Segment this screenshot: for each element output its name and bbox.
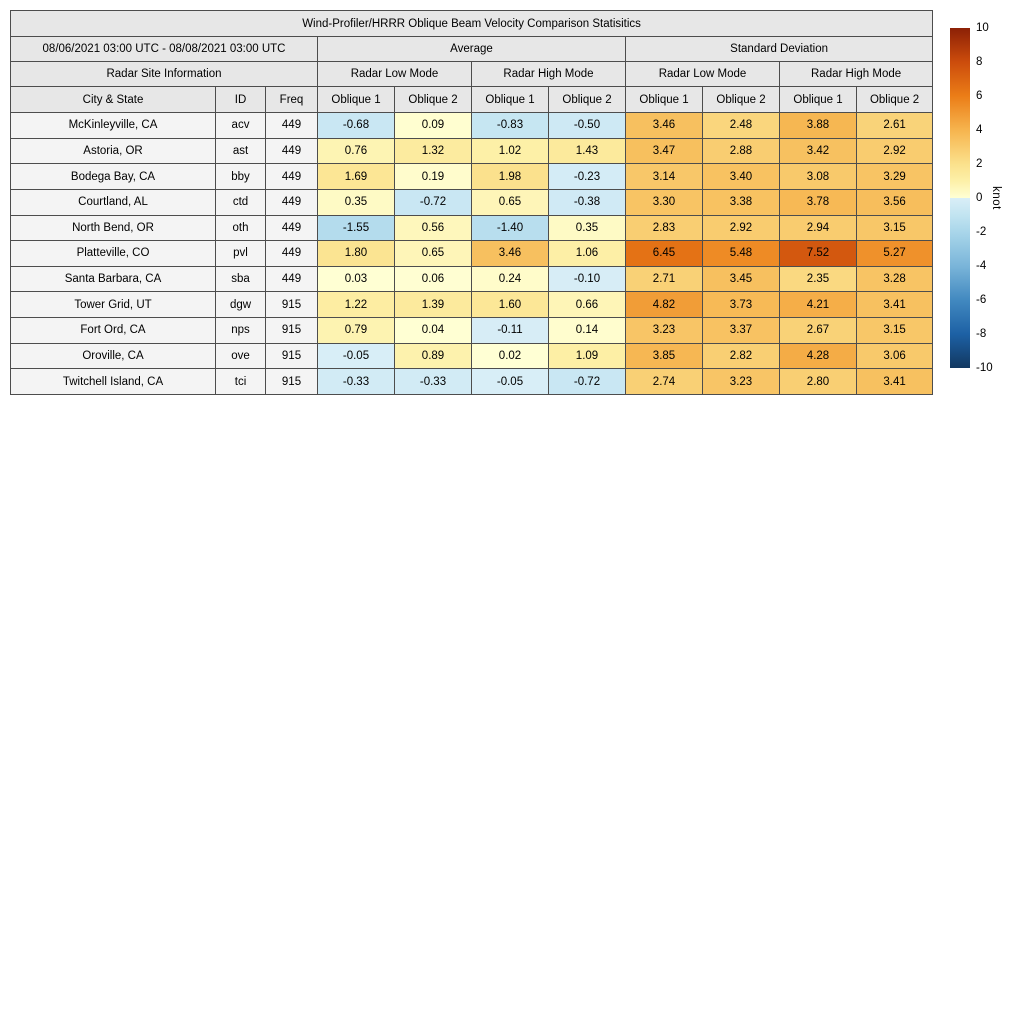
mode-header-avg-high: Radar High Mode — [472, 62, 626, 87]
value-cell: 3.41 — [857, 292, 933, 318]
value-cell: -1.55 — [318, 215, 395, 241]
col-header-oblique2: Oblique 2 — [395, 87, 472, 113]
colorbar-tick-label: -4 — [976, 260, 987, 272]
id-cell: oth — [216, 215, 266, 241]
col-header-id: ID — [216, 87, 266, 113]
value-cell: 0.56 — [395, 215, 472, 241]
value-cell: 3.78 — [780, 189, 857, 215]
group-header-radar-site-information: Radar Site Information — [11, 62, 318, 87]
mode-header-std-high: Radar High Mode — [780, 62, 933, 87]
col-header-city-state: City & State — [11, 87, 216, 113]
value-cell: 0.79 — [318, 318, 395, 344]
city-cell: Platteville, CO — [11, 241, 216, 267]
value-cell: 2.74 — [626, 369, 703, 395]
id-cell: ctd — [216, 189, 266, 215]
value-cell: 4.28 — [780, 343, 857, 369]
freq-cell: 449 — [266, 189, 318, 215]
value-cell: 3.47 — [626, 138, 703, 164]
table-row — [11, 113, 933, 139]
colorbar-tick-label: -8 — [976, 328, 987, 340]
table-row — [11, 138, 933, 164]
value-cell: 0.19 — [395, 164, 472, 190]
colorbar-unit-label: knot — [990, 186, 1002, 210]
colorbar-tick-label: -10 — [976, 362, 993, 374]
value-cell: -0.11 — [472, 318, 549, 344]
value-cell: -0.23 — [549, 164, 626, 190]
city-cell: Astoria, OR — [11, 138, 216, 164]
value-cell: 1.69 — [318, 164, 395, 190]
value-cell: 1.39 — [395, 292, 472, 318]
city-cell: Santa Barbara, CA — [11, 266, 216, 292]
value-cell: 3.46 — [472, 241, 549, 267]
value-cell: 1.80 — [318, 241, 395, 267]
value-cell: 4.21 — [780, 292, 857, 318]
value-cell: 3.73 — [703, 292, 780, 318]
value-cell: 1.06 — [549, 241, 626, 267]
value-cell: 0.03 — [318, 266, 395, 292]
colorbar-tick-label: 0 — [976, 192, 983, 204]
id-cell: tci — [216, 369, 266, 395]
freq-cell: 915 — [266, 343, 318, 369]
value-cell: 3.14 — [626, 164, 703, 190]
value-cell: -1.40 — [472, 215, 549, 241]
col-header-oblique2: Oblique 2 — [549, 87, 626, 113]
value-cell: 5.27 — [857, 241, 933, 267]
value-cell: 0.04 — [395, 318, 472, 344]
value-cell: -0.05 — [318, 343, 395, 369]
value-cell: 1.98 — [472, 164, 549, 190]
id-cell: bby — [216, 164, 266, 190]
table-row — [11, 292, 933, 318]
value-cell: 0.65 — [472, 189, 549, 215]
value-cell: 3.30 — [626, 189, 703, 215]
city-cell: North Bend, OR — [11, 215, 216, 241]
value-cell: -0.72 — [395, 189, 472, 215]
col-header-oblique1: Oblique 1 — [780, 87, 857, 113]
value-cell: 0.66 — [549, 292, 626, 318]
table-row — [11, 189, 933, 215]
col-header-oblique2: Oblique 2 — [857, 87, 933, 113]
mode-header-std-low: Radar Low Mode — [626, 62, 780, 87]
col-header-oblique1: Oblique 1 — [626, 87, 703, 113]
value-cell: 3.42 — [780, 138, 857, 164]
value-cell: 3.15 — [857, 215, 933, 241]
value-cell: 3.06 — [857, 343, 933, 369]
value-cell: 3.41 — [857, 369, 933, 395]
value-cell: 0.89 — [395, 343, 472, 369]
col-header-freq: Freq — [266, 87, 318, 113]
value-cell: 0.65 — [395, 241, 472, 267]
value-cell: -0.33 — [318, 369, 395, 395]
value-cell: -0.10 — [549, 266, 626, 292]
value-cell: 2.80 — [780, 369, 857, 395]
value-cell: 0.35 — [549, 215, 626, 241]
value-cell: 2.61 — [857, 113, 933, 139]
value-cell: 0.24 — [472, 266, 549, 292]
value-cell: 1.02 — [472, 138, 549, 164]
colorbar-tick-label: -2 — [976, 226, 987, 238]
value-cell: 3.88 — [780, 113, 857, 139]
value-cell: 1.09 — [549, 343, 626, 369]
value-cell: 3.38 — [703, 189, 780, 215]
colorbar — [950, 22, 1024, 374]
value-cell: 2.71 — [626, 266, 703, 292]
group-header-standard-deviation: Standard Deviation — [626, 37, 933, 62]
value-cell: 0.09 — [395, 113, 472, 139]
mode-header-avg-low: Radar Low Mode — [318, 62, 472, 87]
value-cell: 2.94 — [780, 215, 857, 241]
freq-cell: 449 — [266, 138, 318, 164]
value-cell: 2.92 — [703, 215, 780, 241]
value-cell: 3.37 — [703, 318, 780, 344]
col-header-oblique1: Oblique 1 — [472, 87, 549, 113]
freq-cell: 915 — [266, 318, 318, 344]
value-cell: 3.56 — [857, 189, 933, 215]
city-cell: Bodega Bay, CA — [11, 164, 216, 190]
id-cell: ove — [216, 343, 266, 369]
table-row — [11, 266, 933, 292]
value-cell: 3.29 — [857, 164, 933, 190]
city-cell: McKinleyville, CA — [11, 113, 216, 139]
value-cell: -0.50 — [549, 113, 626, 139]
value-cell: -0.05 — [472, 369, 549, 395]
id-cell: acv — [216, 113, 266, 139]
city-cell: Twitchell Island, CA — [11, 369, 216, 395]
stats-table — [10, 10, 933, 395]
freq-cell: 915 — [266, 369, 318, 395]
value-cell: -0.68 — [318, 113, 395, 139]
value-cell: 3.45 — [703, 266, 780, 292]
city-cell: Courtland, AL — [11, 189, 216, 215]
city-cell: Fort Ord, CA — [11, 318, 216, 344]
group-header-average: Average — [318, 37, 626, 62]
value-cell: -0.38 — [549, 189, 626, 215]
freq-cell: 915 — [266, 292, 318, 318]
value-cell: 3.85 — [626, 343, 703, 369]
freq-cell: 449 — [266, 266, 318, 292]
value-cell: 3.46 — [626, 113, 703, 139]
city-cell: Tower Grid, UT — [11, 292, 216, 318]
value-cell: 0.06 — [395, 266, 472, 292]
value-cell: 3.40 — [703, 164, 780, 190]
colorbar-tick-label: -6 — [976, 294, 987, 306]
table-row — [11, 318, 933, 344]
table-row — [11, 215, 933, 241]
id-cell: pvl — [216, 241, 266, 267]
id-cell: dgw — [216, 292, 266, 318]
value-cell: 3.28 — [857, 266, 933, 292]
freq-cell: 449 — [266, 241, 318, 267]
value-cell: 2.82 — [703, 343, 780, 369]
table-row — [11, 343, 933, 369]
value-cell: 3.23 — [626, 318, 703, 344]
value-cell: -0.33 — [395, 369, 472, 395]
colorbar-tick-label: 6 — [976, 90, 983, 102]
value-cell: 7.52 — [780, 241, 857, 267]
value-cell: 2.92 — [857, 138, 933, 164]
id-cell: ast — [216, 138, 266, 164]
value-cell: 5.48 — [703, 241, 780, 267]
id-cell: nps — [216, 318, 266, 344]
value-cell: 1.32 — [395, 138, 472, 164]
value-cell: 2.35 — [780, 266, 857, 292]
value-cell: 1.22 — [318, 292, 395, 318]
value-cell: 1.43 — [549, 138, 626, 164]
table-title: Wind-Profiler/HRRR Oblique Beam Velocity Comparison Statisitics — [11, 11, 933, 37]
value-cell: 3.15 — [857, 318, 933, 344]
freq-cell: 449 — [266, 215, 318, 241]
col-header-oblique1: Oblique 1 — [318, 87, 395, 113]
colorbar-tick-label: 4 — [976, 124, 983, 136]
value-cell: 3.08 — [780, 164, 857, 190]
value-cell: 2.67 — [780, 318, 857, 344]
table-row — [11, 164, 933, 190]
value-cell: -0.83 — [472, 113, 549, 139]
table-body — [11, 113, 933, 395]
value-cell: 0.02 — [472, 343, 549, 369]
value-cell: 4.82 — [626, 292, 703, 318]
freq-cell: 449 — [266, 164, 318, 190]
table-row — [11, 241, 933, 267]
colorbar-tick-label: 8 — [976, 56, 983, 68]
colorbar-tick-label: 2 — [976, 158, 983, 170]
city-cell: Oroville, CA — [11, 343, 216, 369]
value-cell: 2.83 — [626, 215, 703, 241]
value-cell: 0.76 — [318, 138, 395, 164]
value-cell: 6.45 — [626, 241, 703, 267]
value-cell: -0.72 — [549, 369, 626, 395]
value-cell: 1.60 — [472, 292, 549, 318]
colorbar-gradient — [950, 28, 970, 368]
table-row — [11, 369, 933, 395]
value-cell: 2.88 — [703, 138, 780, 164]
value-cell: 2.48 — [703, 113, 780, 139]
freq-cell: 449 — [266, 113, 318, 139]
value-cell: 0.35 — [318, 189, 395, 215]
value-cell: 0.14 — [549, 318, 626, 344]
value-cell: 3.23 — [703, 369, 780, 395]
id-cell: sba — [216, 266, 266, 292]
col-header-oblique2: Oblique 2 — [703, 87, 780, 113]
date-range: 08/06/2021 03:00 UTC - 08/08/2021 03:00 UTC — [11, 37, 318, 62]
colorbar-tick-label: 10 — [976, 22, 989, 34]
